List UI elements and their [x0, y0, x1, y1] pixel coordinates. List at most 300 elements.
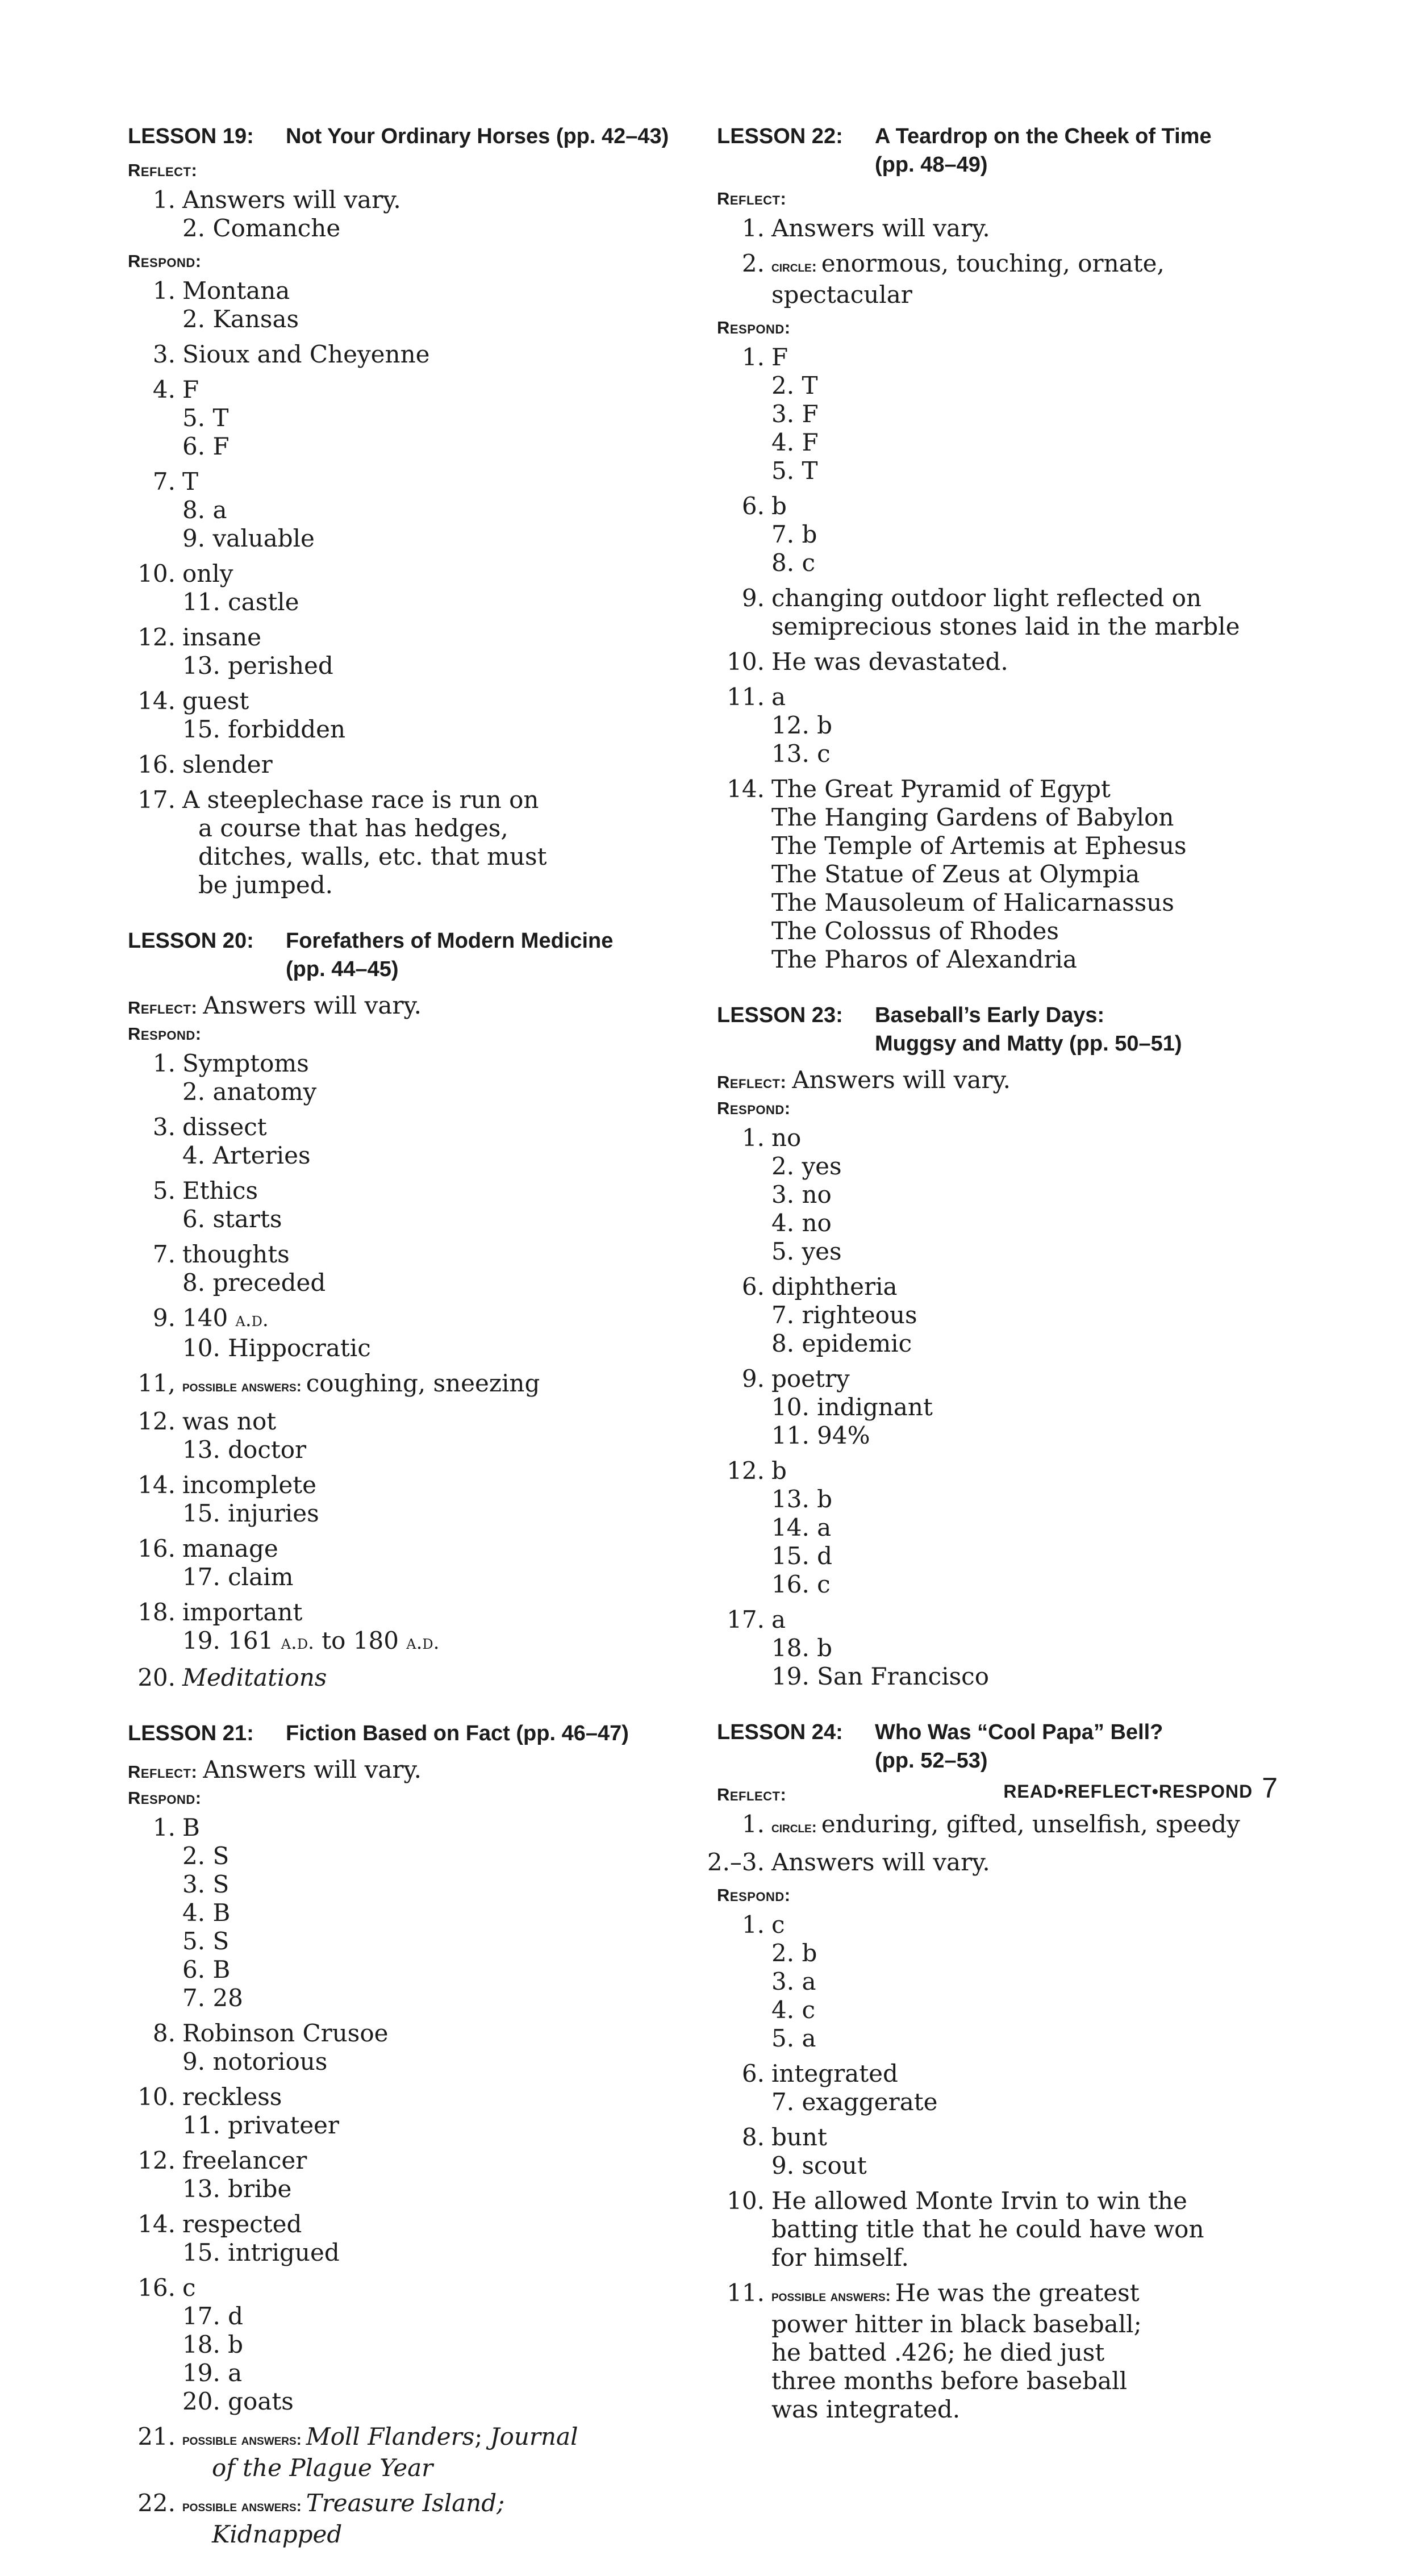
answer-text: San Francisco [817, 1662, 989, 1690]
page-number: 7 [1262, 1772, 1278, 1804]
answer-line [717, 1457, 1308, 1599]
answer-text: c [802, 549, 815, 577]
answer-text: important [182, 1598, 303, 1626]
answer-text: T [802, 372, 818, 399]
respond-label: Respond: [717, 1098, 791, 1118]
answer-text: bribe [228, 2175, 292, 2203]
answer-line [717, 1124, 1308, 1266]
answer-text: righteous [802, 1301, 917, 1329]
answer-number: 9. [182, 2048, 206, 2075]
answer-number: 7. [771, 520, 795, 548]
reflect-label: Reflect: [717, 189, 787, 209]
answer-text: semiprecious stones laid in the marble [771, 612, 1240, 640]
answer-number: 11. [727, 683, 765, 711]
answer-text: manage [182, 1535, 278, 1562]
answer-text: b [817, 1485, 833, 1513]
possible-answers-tag: possible answers: [182, 2498, 302, 2515]
answer-number: 17. [182, 2302, 220, 2330]
answer-number: 15. [182, 715, 220, 743]
lesson-title-line: (pp. 52–53) [875, 1749, 988, 1773]
answer-text: Comanche [212, 214, 341, 242]
answer-text: batting title that he could have won [771, 2215, 1204, 2243]
lesson-21 [128, 1719, 696, 2549]
answer-text: 28 [212, 1984, 243, 2012]
answer-number: 2. [182, 305, 206, 333]
answer-number: 17. [182, 1563, 220, 1591]
answer-line [717, 1365, 1308, 1450]
answer-text: epidemic [802, 1329, 912, 1357]
answer-number: 7. [182, 1984, 206, 2012]
answer-line [717, 2279, 1308, 2424]
answer-line [128, 376, 696, 461]
circle-tag: circle: [771, 258, 817, 275]
answer-number: 9. [771, 2152, 795, 2179]
answer-line [128, 277, 696, 334]
lesson-title: Fiction Based on Fact (pp. 46–47) [286, 1721, 629, 1745]
answer-text: three months before baseball [771, 2367, 1128, 2395]
answer-text: a [212, 496, 227, 524]
answer-line [717, 775, 1308, 974]
answer-text: He allowed Monte Irvin to win the [771, 2187, 1187, 2215]
answer-number: 11, [137, 1369, 176, 1397]
answer-text: insane [182, 623, 261, 651]
answer-line [128, 1598, 696, 1657]
wonder-item: The Great Pyramid of Egypt [771, 775, 1111, 803]
answer-text: Answers will vary. [771, 214, 990, 242]
answer-number: 8. [182, 1269, 206, 1297]
answer-number: 6. [182, 1205, 206, 1233]
answer-text: slender [182, 751, 273, 778]
answer-number: 1. [152, 1814, 176, 1841]
lesson-20 [128, 927, 696, 1692]
answer-text: S [212, 1927, 230, 1955]
answer-number: 6. [182, 432, 206, 460]
answer-line [717, 492, 1308, 577]
wonder-item: The Mausoleum of Halicarnassus [771, 889, 1174, 916]
wonder-item: The Colossus of Rhodes [771, 917, 1059, 945]
reflect-line [128, 991, 696, 1020]
answer-text: respected [182, 2210, 302, 2238]
answer-line [717, 1273, 1308, 1358]
footer-series-title: READ•REFLECT•RESPOND [1003, 1781, 1253, 1802]
respond-label: Respond: [128, 1024, 202, 1044]
answer-text: scout [802, 2152, 867, 2179]
answer-number: 4. [771, 428, 795, 456]
answer-text: A steeplechase race is run on [182, 786, 539, 814]
answer-number: 3. [771, 400, 795, 428]
answer-text: F [212, 432, 230, 460]
answer-line [707, 1848, 1308, 1877]
answer-text: changing outdoor light reflected on [771, 584, 1202, 612]
answer-text: a course that has hedges, [198, 814, 508, 842]
answer-text: a [228, 2359, 243, 2387]
reflect-label: Reflect: [717, 1072, 787, 1092]
answer-line [128, 468, 696, 553]
answer-text: Kansas [212, 305, 299, 333]
answer-text: c [771, 1911, 785, 1939]
answer-text: exaggerate [802, 2088, 938, 2116]
answer-number: 12. [137, 2146, 176, 2174]
lesson-22 [717, 122, 1308, 974]
answer-line [717, 343, 1308, 485]
answer-number: 4. [182, 1899, 206, 1927]
lesson-title-line: A Teardrop on the Cheek of Time [875, 124, 1212, 148]
answer-text: b [817, 711, 833, 739]
answer-text: ; [474, 2423, 483, 2450]
answer-text: intrigued [228, 2239, 340, 2266]
answer-text: bunt [771, 2123, 827, 2151]
answer-number: 12. [137, 623, 176, 651]
answer-text: coughing, sneezing [306, 1369, 540, 1397]
wonder-item: The Pharos of Alexandria [771, 945, 1077, 973]
answer-text: Montana [182, 277, 290, 305]
answer-number: 11. [182, 588, 220, 616]
answer-line [128, 2083, 696, 2140]
answer-number: 5. [152, 1177, 176, 1204]
answer-text: perished [228, 652, 333, 680]
answer-number: 16. [137, 1535, 176, 1562]
answer-line [717, 2060, 1308, 2116]
lesson-heading [128, 927, 696, 983]
answer-number: 19. [182, 2359, 220, 2387]
answer-number: 10. [137, 560, 176, 587]
wonder-item: The Temple of Artemis at Ephesus [771, 832, 1187, 860]
answer-text: b [802, 520, 817, 548]
lesson-title-line: (pp. 48–49) [875, 153, 988, 177]
answer-line [717, 1911, 1308, 2053]
answer-number: 2. [771, 1152, 795, 1180]
answer-line [128, 1535, 696, 1591]
lesson-heading [717, 1718, 1308, 1775]
lesson-24 [707, 1718, 1308, 2424]
answer-line [717, 648, 1308, 676]
answer-text: guest [182, 687, 249, 715]
reflect-answer: Answers will vary. [203, 1756, 422, 1783]
answer-text: no [802, 1209, 832, 1237]
answer-line [128, 560, 696, 616]
answer-text: claim [228, 1563, 294, 1591]
answer-number: 12. [137, 1407, 176, 1435]
answer-number: 2. [182, 1842, 206, 1870]
answer-line [128, 1814, 696, 2012]
answer-text: for himself. [771, 2244, 909, 2271]
answer-number: 9. [741, 584, 765, 612]
respond-label: Respond: [717, 318, 791, 337]
answer-text: forbidden [228, 715, 346, 743]
era-abbrev: a.d. [235, 1308, 269, 1331]
answer-line [128, 1369, 696, 1400]
lesson-heading [128, 122, 696, 151]
answer-number: 8. [182, 496, 206, 524]
answer-text: castle [228, 588, 299, 616]
reflect-label: Reflect: [128, 1762, 198, 1782]
answer-number: 15. [182, 2239, 220, 2266]
lesson-title-line: Baseball’s Early Days: [875, 1003, 1105, 1027]
answer-number: 1. [152, 186, 176, 214]
era-abbrev: a.d. [281, 1631, 314, 1654]
answer-number: 18. [137, 1598, 176, 1626]
answer-number: 13. [771, 740, 810, 768]
answer-text: T [802, 457, 818, 485]
answer-line [128, 786, 696, 899]
reflect-label: Reflect: [128, 160, 198, 180]
page-footer [1003, 1771, 1278, 1804]
answer-line [128, 2210, 696, 2267]
answer-number: 8. [152, 2019, 176, 2047]
lesson-title-line: Muggsy and Matty (pp. 50–51) [875, 1032, 1182, 1056]
answer-text: Answers will vary. [771, 1848, 990, 1876]
answer-number: 1. [741, 1911, 765, 1939]
answer-text: yes [802, 1237, 842, 1265]
answer-line [128, 2274, 696, 2416]
right-column [707, 122, 1308, 2451]
answer-line [128, 687, 696, 744]
lesson-title-line: Forefathers of Modern Medicine [286, 929, 614, 953]
reflect-answer: Answers will vary. [203, 991, 422, 1019]
answer-line [717, 584, 1308, 641]
answer-text: enduring, gifted, unselfish, speedy [821, 1810, 1240, 1838]
answer-number: 20. [182, 2387, 220, 2415]
answer-number: 2. [771, 1939, 795, 1967]
lesson-number: LESSON 24: [717, 1720, 843, 1744]
answer-line [128, 1304, 696, 1362]
answer-number: 10. [137, 2083, 176, 2111]
possible-answers-tag: possible answers: [771, 2287, 891, 2304]
answer-text: c [817, 1570, 831, 1598]
reflect-line [128, 1756, 696, 1784]
answer-text: S [212, 1842, 230, 1870]
answer-number: 10. [771, 1393, 810, 1421]
lesson-number: LESSON 21: [128, 1721, 254, 1745]
answer-text: a [771, 1606, 786, 1633]
respond-label: Respond: [128, 251, 202, 271]
answer-text: valuable [212, 524, 315, 552]
lesson-23 [717, 1001, 1308, 1691]
answer-line [128, 1471, 696, 1528]
answer-text: preceded [212, 1269, 326, 1297]
answer-number: 3. [771, 1181, 795, 1208]
answer-number: 7. [771, 2088, 795, 2116]
answer-text: integrated [771, 2060, 898, 2087]
answer-line [717, 1606, 1308, 1691]
reflect-label: Reflect: [128, 998, 198, 1018]
answer-line [128, 340, 696, 369]
lesson-number: LESSON 20: [128, 929, 254, 953]
answer-number: 14. [771, 1514, 810, 1541]
answer-text: 140 [182, 1304, 228, 1332]
lesson-heading [128, 1719, 696, 1748]
answer-text: 161 [228, 1627, 274, 1654]
answer-text: F [771, 343, 788, 371]
answer-text: Moll Flanders [306, 2423, 475, 2450]
answer-number: 2. [182, 1078, 206, 1106]
answer-number: 10. [727, 648, 765, 676]
answer-number: 8. [771, 1329, 795, 1357]
answer-number: 22. [137, 2489, 176, 2517]
respond-label: Respond: [717, 1885, 791, 1905]
answer-text: a [771, 683, 786, 711]
answer-number: 4. [152, 376, 176, 403]
answer-text: Answers will vary. [182, 186, 401, 214]
lesson-title-line: (pp. 44–45) [286, 957, 399, 981]
answer-number: 12. [727, 1457, 765, 1485]
answer-text: a [802, 2024, 816, 2052]
answer-text: Journal [490, 2423, 578, 2450]
answer-number: 2. [182, 214, 206, 242]
answer-text: Kidnapped [212, 2520, 343, 2548]
answer-text: Meditations [182, 1664, 327, 1691]
answer-number: 8. [741, 2123, 765, 2151]
answer-text: b [771, 492, 787, 520]
answer-text: b [802, 1939, 817, 1967]
answer-text: b [817, 1634, 833, 1662]
answer-text: only [182, 560, 233, 587]
answer-text: reckless [182, 2083, 282, 2111]
respond-label: Respond: [128, 1788, 202, 1808]
answer-text: of the Plague Year [212, 2454, 433, 2482]
answer-number: 19. [771, 1662, 810, 1690]
answer-text: c [182, 2274, 196, 2302]
answer-text: power hitter in black baseball; [771, 2310, 1142, 2338]
answer-number: 4. [771, 1996, 795, 2024]
era-abbrev: a.d. [406, 1631, 440, 1654]
answer-number: 10. [182, 1334, 220, 1362]
lesson-19 [128, 122, 696, 899]
answer-number: 3. [182, 1870, 206, 1898]
answer-number: 18. [182, 2331, 220, 2358]
answer-text: Ethics [182, 1177, 258, 1204]
answer-number: 14. [137, 1471, 176, 1499]
answer-number: 5. [771, 457, 795, 485]
answer-line [717, 249, 1308, 309]
answer-number: 7. [152, 468, 176, 495]
answer-line [128, 2423, 696, 2482]
answer-number: 7. [771, 1301, 795, 1329]
answer-number: 5. [182, 404, 206, 432]
answer-text: F [802, 400, 819, 428]
answer-number: 13. [182, 1436, 220, 1464]
lesson-heading [717, 122, 1308, 179]
answer-number: 16. [137, 2274, 176, 2302]
answer-number: 13. [182, 2175, 220, 2203]
circle-tag: circle: [771, 1819, 817, 1836]
answer-text: c [817, 740, 831, 768]
answer-text: anatomy [212, 1078, 317, 1106]
answer-number: 16. [771, 1570, 810, 1598]
answer-text: incomplete [182, 1471, 317, 1499]
answer-text: enormous, touching, ornate, [821, 249, 1165, 277]
answer-text: T [212, 404, 229, 432]
answer-text: yes [802, 1152, 842, 1180]
reflect-answer: Answers will vary. [792, 1066, 1011, 1094]
answer-number: 11. [771, 1422, 810, 1449]
answer-text: injuries [228, 1499, 319, 1527]
lesson-heading [717, 1001, 1308, 1058]
answer-text: poetry [771, 1365, 850, 1393]
reflect-label: Reflect: [717, 1785, 787, 1804]
answer-text: doctor [228, 1436, 307, 1464]
answer-number: 14. [137, 2210, 176, 2238]
answer-line [128, 1664, 696, 1692]
answer-number: 1. [741, 343, 765, 371]
possible-answers-tag: possible answers: [182, 2431, 302, 2448]
answer-line [717, 214, 1308, 243]
answer-text: no [771, 1124, 802, 1152]
answer-line [128, 2019, 696, 2076]
answer-text: privateer [228, 2111, 339, 2139]
answer-number: 5. [182, 1927, 206, 1955]
answer-text: thoughts [182, 1240, 290, 1268]
answer-number: 8. [771, 549, 795, 577]
answer-number: 10. [727, 2187, 765, 2215]
answer-number: 3. [152, 1113, 176, 1141]
answer-text: B [182, 1814, 200, 1841]
answer-number: 6. [741, 2060, 765, 2087]
answer-number: 2. [741, 249, 765, 277]
answer-line [128, 186, 696, 243]
answer-line [717, 683, 1308, 768]
answer-text: starts [212, 1205, 282, 1233]
answer-number: 17. [137, 786, 176, 814]
answer-text: F [802, 428, 819, 456]
answer-number: 15. [771, 1542, 810, 1570]
answer-line [128, 1049, 696, 1106]
answer-text: goats [228, 2387, 294, 2415]
answer-line [128, 623, 696, 680]
answer-number: 14. [727, 775, 765, 803]
answer-text: Sioux and Cheyenne [182, 340, 430, 368]
answer-text: Hippocratic [228, 1334, 371, 1362]
lesson-number: LESSON 23: [717, 1003, 843, 1027]
answer-line [128, 1177, 696, 1233]
answer-text: Robinson Crusoe [182, 2019, 389, 2047]
answer-text: 94% [817, 1422, 870, 1449]
answer-line [128, 2489, 696, 2549]
answer-number: 20. [137, 1664, 176, 1691]
answer-number: 1. [741, 214, 765, 242]
answer-number: 6. [182, 1956, 206, 1983]
answer-text: dissect [182, 1113, 267, 1141]
answer-number: 19. [182, 1627, 220, 1654]
answer-number: 7. [152, 1240, 176, 1268]
answer-number: 6. [741, 492, 765, 520]
answer-text: b [771, 1457, 787, 1485]
answer-text: c [802, 1996, 815, 2024]
answer-text: to 180 [322, 1627, 399, 1654]
lesson-title [875, 1001, 1182, 1058]
lesson-title: Not Your Ordinary Horses (pp. 42–43) [286, 124, 669, 148]
answer-text: b [228, 2331, 244, 2358]
answer-text: a [817, 1514, 832, 1541]
lesson-number: LESSON 22: [717, 124, 843, 148]
answer-text: S [212, 1870, 230, 1898]
answer-text: T [182, 468, 199, 495]
answer-number: 5. [771, 2024, 795, 2052]
answer-line [128, 1407, 696, 1464]
answer-text: B [212, 1899, 231, 1927]
answer-text: a [802, 1968, 816, 1995]
answer-text: F [182, 376, 199, 403]
answer-number: 4. [182, 1141, 206, 1169]
answer-line [128, 751, 696, 779]
answer-text: he batted .426; he died just [771, 2339, 1105, 2366]
answer-text: no [802, 1181, 832, 1208]
left-column [128, 122, 696, 2576]
answer-line [717, 2187, 1308, 2272]
reflect-line [717, 1066, 1308, 1094]
answer-number: 9. [182, 524, 206, 552]
answer-number: 17. [727, 1606, 765, 1633]
